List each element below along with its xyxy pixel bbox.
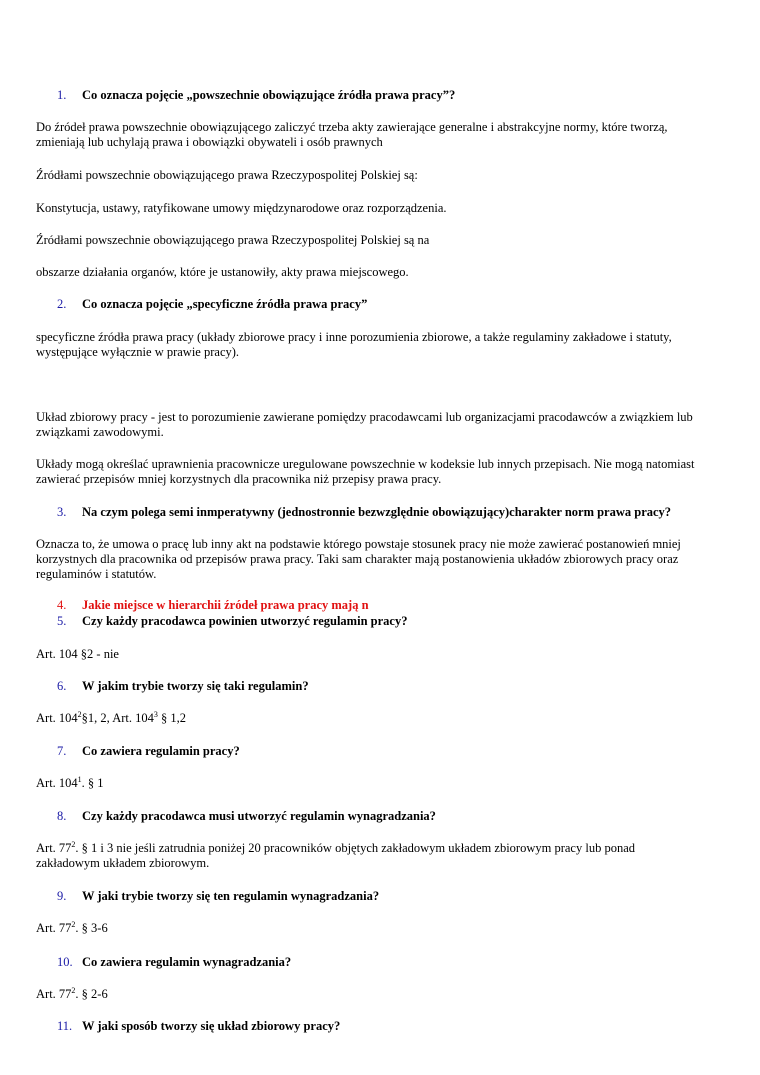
question-number: 10. [57, 955, 73, 969]
question-7 [57, 744, 727, 759]
text-line: korzystnych dla pracownika od przepisów prawa pracy. Taki sam charakter mają postanowienia układów zbiorowych pracy oraz [36, 552, 679, 566]
superscript: 3 [153, 710, 158, 719]
paragraph-specific-sources [36, 330, 726, 360]
text-line: Oznacza to, że umowa o pracę lub inny akt na podstawie którego powstaje stosunek pracy nie może zawierać postanowień mniej [36, 537, 681, 551]
paragraph-semi-imperative [36, 537, 726, 582]
question-3 [57, 505, 727, 520]
question-number: 8. [57, 809, 67, 823]
article-ref: § 1,2 [161, 711, 187, 725]
question-text: Czy każdy pracodawca musi utworzyć regulamin wynagradzania? [82, 809, 436, 823]
answer-8 [36, 841, 726, 871]
question-text: Co oznacza pojęcie „specyficzne źródła prawa pracy” [82, 297, 368, 311]
superscript: 2 [77, 710, 82, 719]
question-6 [57, 679, 727, 694]
article-ref: Art. 104 [36, 776, 78, 790]
text-line: zmieniają lub uchylają prawa i obowiązki obywateli i osób prawnych [36, 135, 383, 149]
question-number: 1. [57, 88, 67, 102]
answer-5: Art. 104 §2 - nie [36, 647, 119, 661]
article-ref: . § 1 [81, 776, 104, 790]
text-line: Do źródeł prawa powszechnie obowiązującego zaliczyć trzeba akty zawierające generalne i abstrakcyjne normy, które tworzą, [36, 120, 668, 134]
question-2 [57, 297, 727, 312]
text-line: Układ zbiorowy pracy - jest to porozumienie zawierane pomiędzy pracodawcami lub organizacjami pracodawców a związkiem lub [36, 410, 693, 424]
question-10 [57, 955, 727, 970]
text-line [36, 841, 726, 856]
paragraph-agreement-rights [36, 457, 726, 487]
text-line: Układy mogą określać uprawnienia pracownicze uregulowane powszechnie w kodeksie lub innych przepisach. Nie mogą natomiast [36, 457, 695, 471]
article-ref: . § 1 i 3 nie jeśli zatrudnia poniżej 20 pracowników objętych zakładowym układem zbiorowym pracy lub ponad [75, 841, 635, 855]
article-ref: Art. 77 [36, 841, 72, 855]
paragraph-sources-local: Źródłami powszechnie obowiązującego prawa Rzeczypospolitej Polskiej są na [36, 233, 430, 247]
question-text: Jakie miejsce w hierarchii źródeł prawa pracy mają n [82, 598, 369, 612]
question-9 [57, 889, 727, 904]
text-line: związkami zawodowymi. [36, 425, 164, 439]
question-text: Co zawiera regulamin wynagradzania? [82, 955, 292, 969]
question-number: 6. [57, 679, 67, 693]
superscript: 2 [71, 840, 76, 849]
question-number: 2. [57, 297, 67, 311]
question-text: W jaki sposób tworzy się układ zbiorowy pracy? [82, 1019, 341, 1033]
article-ref: . § 3-6 [75, 921, 108, 935]
paragraph-local-acts: obszarze działania organów, które je ustanowiły, akty prawa miejscowego. [36, 265, 409, 279]
question-number: 4. [57, 598, 67, 612]
question-number: 5. [57, 614, 67, 628]
text-line: specyficzne źródła prawa pracy (układy zbiorowe pracy i inne porozumienia zbiorowe, a także regulaminy zakładowe i statuty, [36, 330, 672, 344]
paragraph-collective-agreement [36, 410, 726, 440]
answer-9 [36, 921, 726, 936]
question-5 [57, 614, 727, 629]
question-text: Na czym polega semi inmperatywny (jednostronnie bezwzględnie obowiązujący)charakter norm prawa pracy? [82, 505, 672, 519]
article-ref: Art. 77 [36, 987, 72, 1001]
answer-6 [36, 711, 726, 726]
question-1 [57, 88, 727, 103]
question-text: Co oznacza pojęcie „powszechnie obowiązujące źródła prawa pracy”? [82, 88, 456, 102]
question-4 [57, 598, 727, 613]
text-line: regulaminów i statutów. [36, 567, 157, 581]
question-number: 9. [57, 889, 67, 903]
paragraph-sources-definition [36, 120, 726, 150]
question-11 [57, 1019, 727, 1034]
answer-10 [36, 987, 726, 1002]
text-line: zakładowym układem zbiorowym. [36, 856, 210, 870]
superscript: 2 [71, 986, 76, 995]
question-text: Co zawiera regulamin pracy? [82, 744, 240, 758]
article-ref: Art. 104 [36, 711, 78, 725]
answer-7 [36, 776, 726, 791]
paragraph-sources-intro: Źródłami powszechnie obowiązującego prawa Rzeczypospolitej Polskiej są: [36, 168, 418, 182]
superscript: 1 [77, 775, 82, 784]
text-line: zawierać przepisów mniej korzystnych dla pracownika niż przepisy prawa pracy. [36, 472, 442, 486]
question-8 [57, 809, 727, 824]
question-number: 11. [57, 1019, 73, 1033]
question-number: 7. [57, 744, 67, 758]
article-ref: §1, 2, Art. 104 [81, 711, 154, 725]
question-text: W jaki trybie tworzy się ten regulamin wynagradzania? [82, 889, 380, 903]
question-number: 3. [57, 505, 67, 519]
text-line: występujące wyłącznie w prawie pracy). [36, 345, 240, 359]
article-ref: Art. 77 [36, 921, 72, 935]
question-text: W jakim trybie tworzy się taki regulamin? [82, 679, 309, 693]
paragraph-sources-list: Konstytucja, ustawy, ratyfikowane umowy międzynarodowe oraz rozporządzenia. [36, 201, 447, 215]
superscript: 2 [71, 920, 76, 929]
question-text: Czy każdy pracodawca powinien utworzyć regulamin pracy? [82, 614, 408, 628]
article-ref: . § 2-6 [75, 987, 108, 1001]
